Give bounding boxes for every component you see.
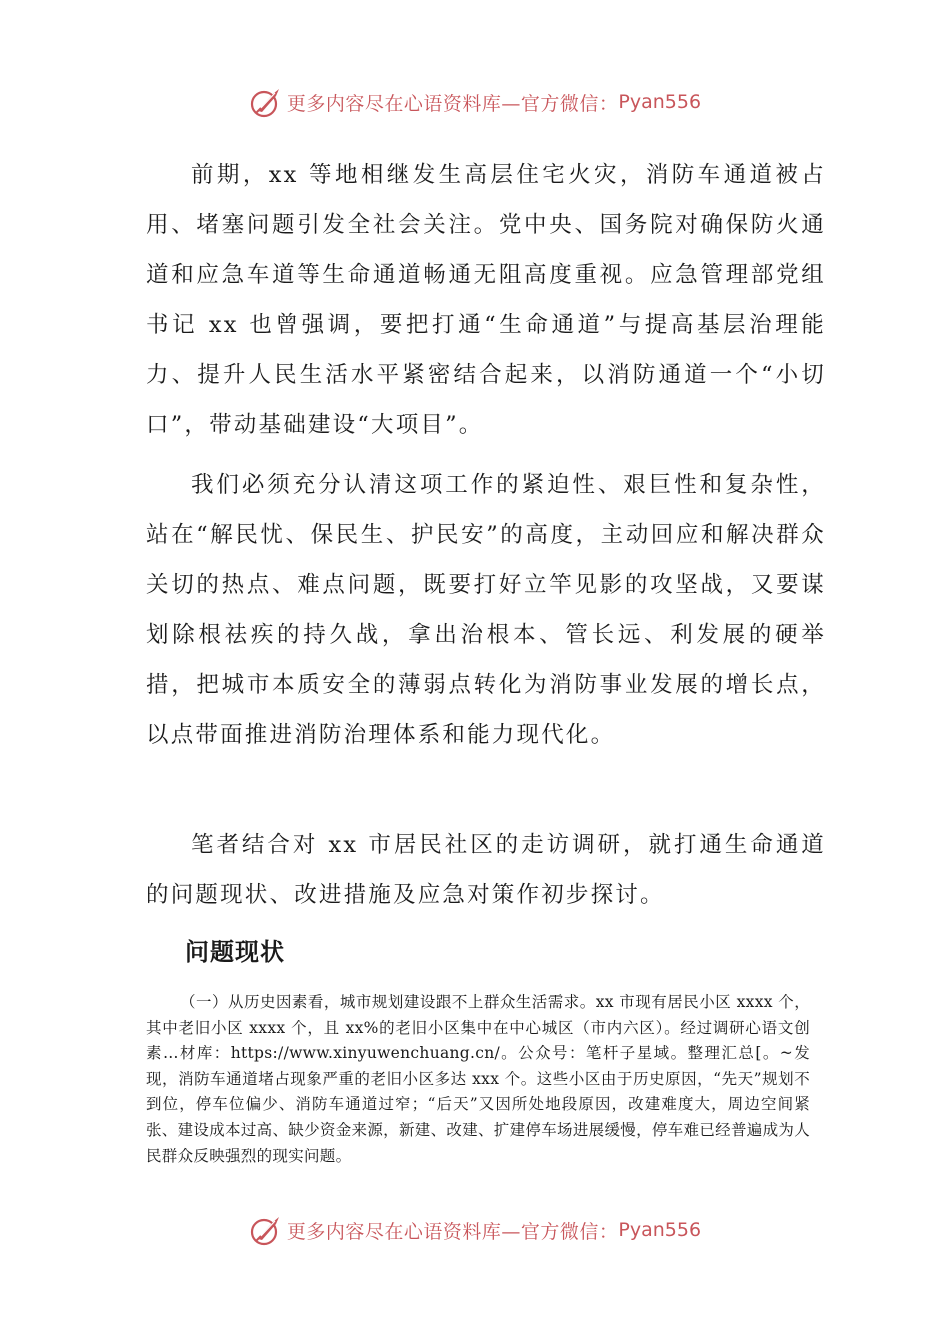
paragraph-3: 笔者结合对 xx 市居民社区的走访调研，就打通生命通道的问题现状、改进措施及应急对策作初步探讨。	[146, 832, 826, 908]
header-banner	[0, 82, 950, 122]
footer-banner	[0, 1210, 950, 1250]
section-paragraph: （一）从历史因素看，城市规划建设跟不上群众生活需求。xx 市现有居民小区 xxxx 个，其中老旧小区 xxxx 个，且 xx%的老旧小区集中在中心城区（市内六区）。经过调研心语文创素…材库：https://www.xinyuwenchuang.cn/。公众号：笔杆子星域。整理汇总[。~发现，消防车通道堵占现象严重的老旧小区多达 xxx 个。这些小区由于历史原因，“先天”规划不到位，停车位偏少、消防车通道过窄；“后天”又因所处地段原因，改建难度大，周边空间紧张、建设成本过高、缺少资金来源，新建、改建、扩建停车场进展缓慢，停车难已经普遍成为人民群众反映强烈的现实问题。	[146, 993, 810, 1165]
quill-logo-icon	[249, 85, 283, 119]
section-heading: 问题现状	[185, 938, 285, 966]
footer-wechat-id: Pyan556	[618, 1219, 702, 1241]
paragraph-2: 我们必须充分认清这项工作的紧迫性、艰巨性和复杂性，站在“解民忧、保民生、护民安”的高度，主动回应和解决群众关切的热点、难点问题，既要打好立竿见影的攻坚战，又要谋划除根祛疾的持久战，拿出治根本、管长远、利发展的硬举措，把城市本质安全的薄弱点转化为消防事业发展的增长点，以点带面推进消防治理体系和能力现代化。	[146, 472, 826, 748]
footer-banner-text: 更多内容尽在心语资料库—官方微信：	[286, 1220, 619, 1243]
header-wechat-id: Pyan556	[618, 91, 702, 113]
paragraph-1: 前期，xx 等地相继发生高层住宅火灾，消防车通道被占用、堵塞问题引发全社会关注。党中央、国务院对确保防火通道和应急车道等生命通道畅通无阻高度重视。应急管理部党组书记 xx 也曾强调，要把打通“生命通道”与提高基层治理能力、提升人民生活水平紧密结合起来，以消防通道一个“小切口”，带动基础建设“大项目”。	[146, 162, 826, 438]
quill-logo-icon	[249, 1213, 283, 1247]
header-banner-text: 更多内容尽在心语资料库—官方微信：	[286, 92, 619, 115]
